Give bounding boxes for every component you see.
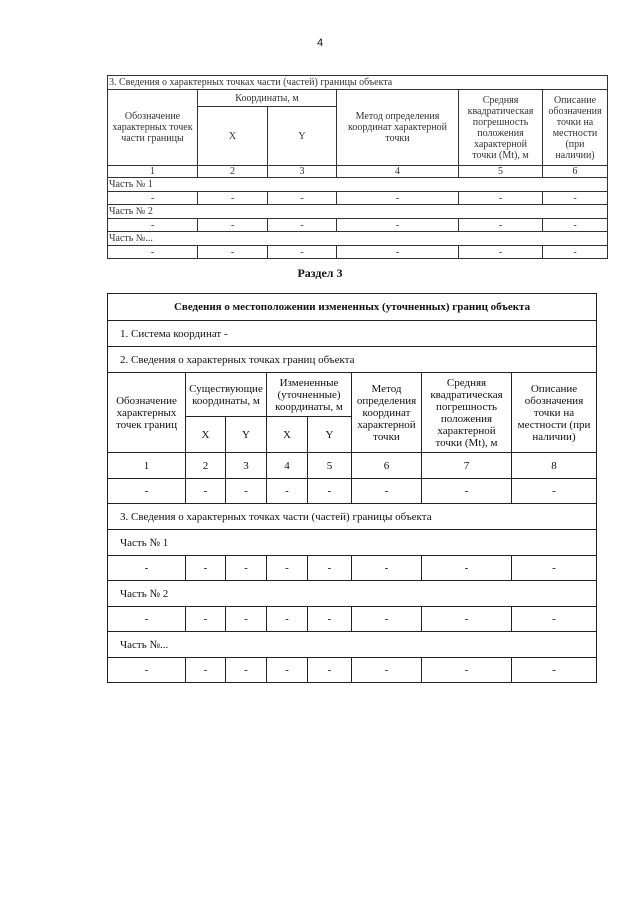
header-description: Описание обозначения точки на местности (при наличии) [543,90,608,166]
column-number: 2 [198,166,268,178]
table-cell: - [108,556,186,581]
part-label: Часть № 1 [108,530,597,556]
table-cell: - [186,479,226,504]
table-cell: - [512,607,597,632]
column-number: 1 [108,166,198,178]
table-cell: - [459,219,543,232]
table-cell: - [543,219,608,232]
part-label: Часть №... [108,232,608,246]
header-description: Описание обозначения точки на местности (при наличии) [512,373,597,453]
table-cell: - [352,479,422,504]
column-numbers-row [108,166,608,178]
table-cell: - [226,479,267,504]
table-cell: - [337,192,459,205]
table-cell: - [308,479,352,504]
column-number: 2 [186,453,226,479]
column-number: 7 [422,453,512,479]
part-label: Часть № 1 [108,178,608,192]
table-cell: - [226,556,267,581]
header-x: X [186,417,226,453]
header-y: Y [226,417,267,453]
table-cell: - [512,658,597,683]
header-x: X [198,107,268,166]
table-cell: - [198,192,268,205]
header-changed-coordinates: Измененные (уточненные) координаты, м [267,373,352,417]
table-cell: - [186,607,226,632]
table-cell: - [267,556,308,581]
header-designation: Обозначение характерных точек границ [108,373,186,453]
table-cell: - [308,658,352,683]
points-heading: 2. Сведения о характерных точках границ объекта [108,347,597,373]
table-cell: - [459,246,543,259]
table-cell: - [512,479,597,504]
header-y: Y [268,107,337,166]
table-cell: - [108,246,198,259]
table-cell: - [352,607,422,632]
column-number: 6 [543,166,608,178]
table-cell: - [308,607,352,632]
table-row [108,192,608,205]
table-cell: - [422,658,512,683]
table-cell: - [422,607,512,632]
table-cell: - [337,246,459,259]
table-cell: - [268,219,337,232]
column-number: 3 [268,166,337,178]
table-cell: - [198,246,268,259]
page-number: 4 [316,37,324,49]
header-existing-coordinates: Существующие координаты, м [186,373,267,417]
column-number: 1 [108,453,186,479]
table-cell: - [108,607,186,632]
part-label: Часть № 2 [108,205,608,219]
header-x: X [267,417,308,453]
table-row [108,479,597,504]
part-label: Часть № 2 [108,581,597,607]
table-row [108,556,597,581]
column-number: 4 [337,166,459,178]
table-cell: - [352,556,422,581]
column-number: 4 [267,453,308,479]
table-cell: - [226,607,267,632]
header-method: Метод определения координат характерной точки [352,373,422,453]
table-cell: - [512,556,597,581]
parts-heading: 3. Сведения о характерных точках части (частей) границы объекта [108,504,597,530]
table-row [108,658,597,683]
table-row [108,219,608,232]
column-number: 5 [308,453,352,479]
table-title: Сведения о местоположении измененных (уточненных) границ объекта [108,294,597,321]
table-cell: - [459,192,543,205]
table-cell: - [337,219,459,232]
changed-boundaries-table [107,293,597,683]
table-cell: - [186,658,226,683]
header-error: Средняя квадратическая погрешность положения характерной точки (Mt), м [459,90,543,166]
column-numbers-row [108,453,597,479]
table-title: 3. Сведения о характерных точках части (частей) границы объекта [108,76,608,90]
table-cell: - [422,556,512,581]
coordinate-system: 1. Система координат - [108,321,597,347]
part-label: Часть №... [108,632,597,658]
header-coordinates: Координаты, м [198,90,337,107]
column-number: 3 [226,453,267,479]
table-cell: - [108,219,198,232]
table-cell: - [108,479,186,504]
table-cell: - [226,658,267,683]
table-cell: - [268,192,337,205]
header-method: Метод определения координат характерной точки [337,90,459,166]
header-designation: Обозначение характерных точек части границы [108,90,198,166]
table-cell: - [543,192,608,205]
table-cell: - [352,658,422,683]
section-title: Раздел 3 [297,266,343,280]
column-number: 8 [512,453,597,479]
column-number: 6 [352,453,422,479]
table-row [108,607,597,632]
table-row [108,246,608,259]
table-cell: - [186,556,226,581]
table-cell: - [267,607,308,632]
table-cell: - [422,479,512,504]
header-error: Средняя квадратическая погрешность положения характерной точки (Mt), м [422,373,512,453]
table-cell: - [267,658,308,683]
part-points-table [107,75,608,259]
table-cell: - [108,192,198,205]
table-cell: - [108,658,186,683]
header-y: Y [308,417,352,453]
table-cell: - [308,556,352,581]
column-number: 5 [459,166,543,178]
table-cell: - [198,219,268,232]
table-cell: - [267,479,308,504]
table-cell: - [268,246,337,259]
table-cell: - [543,246,608,259]
